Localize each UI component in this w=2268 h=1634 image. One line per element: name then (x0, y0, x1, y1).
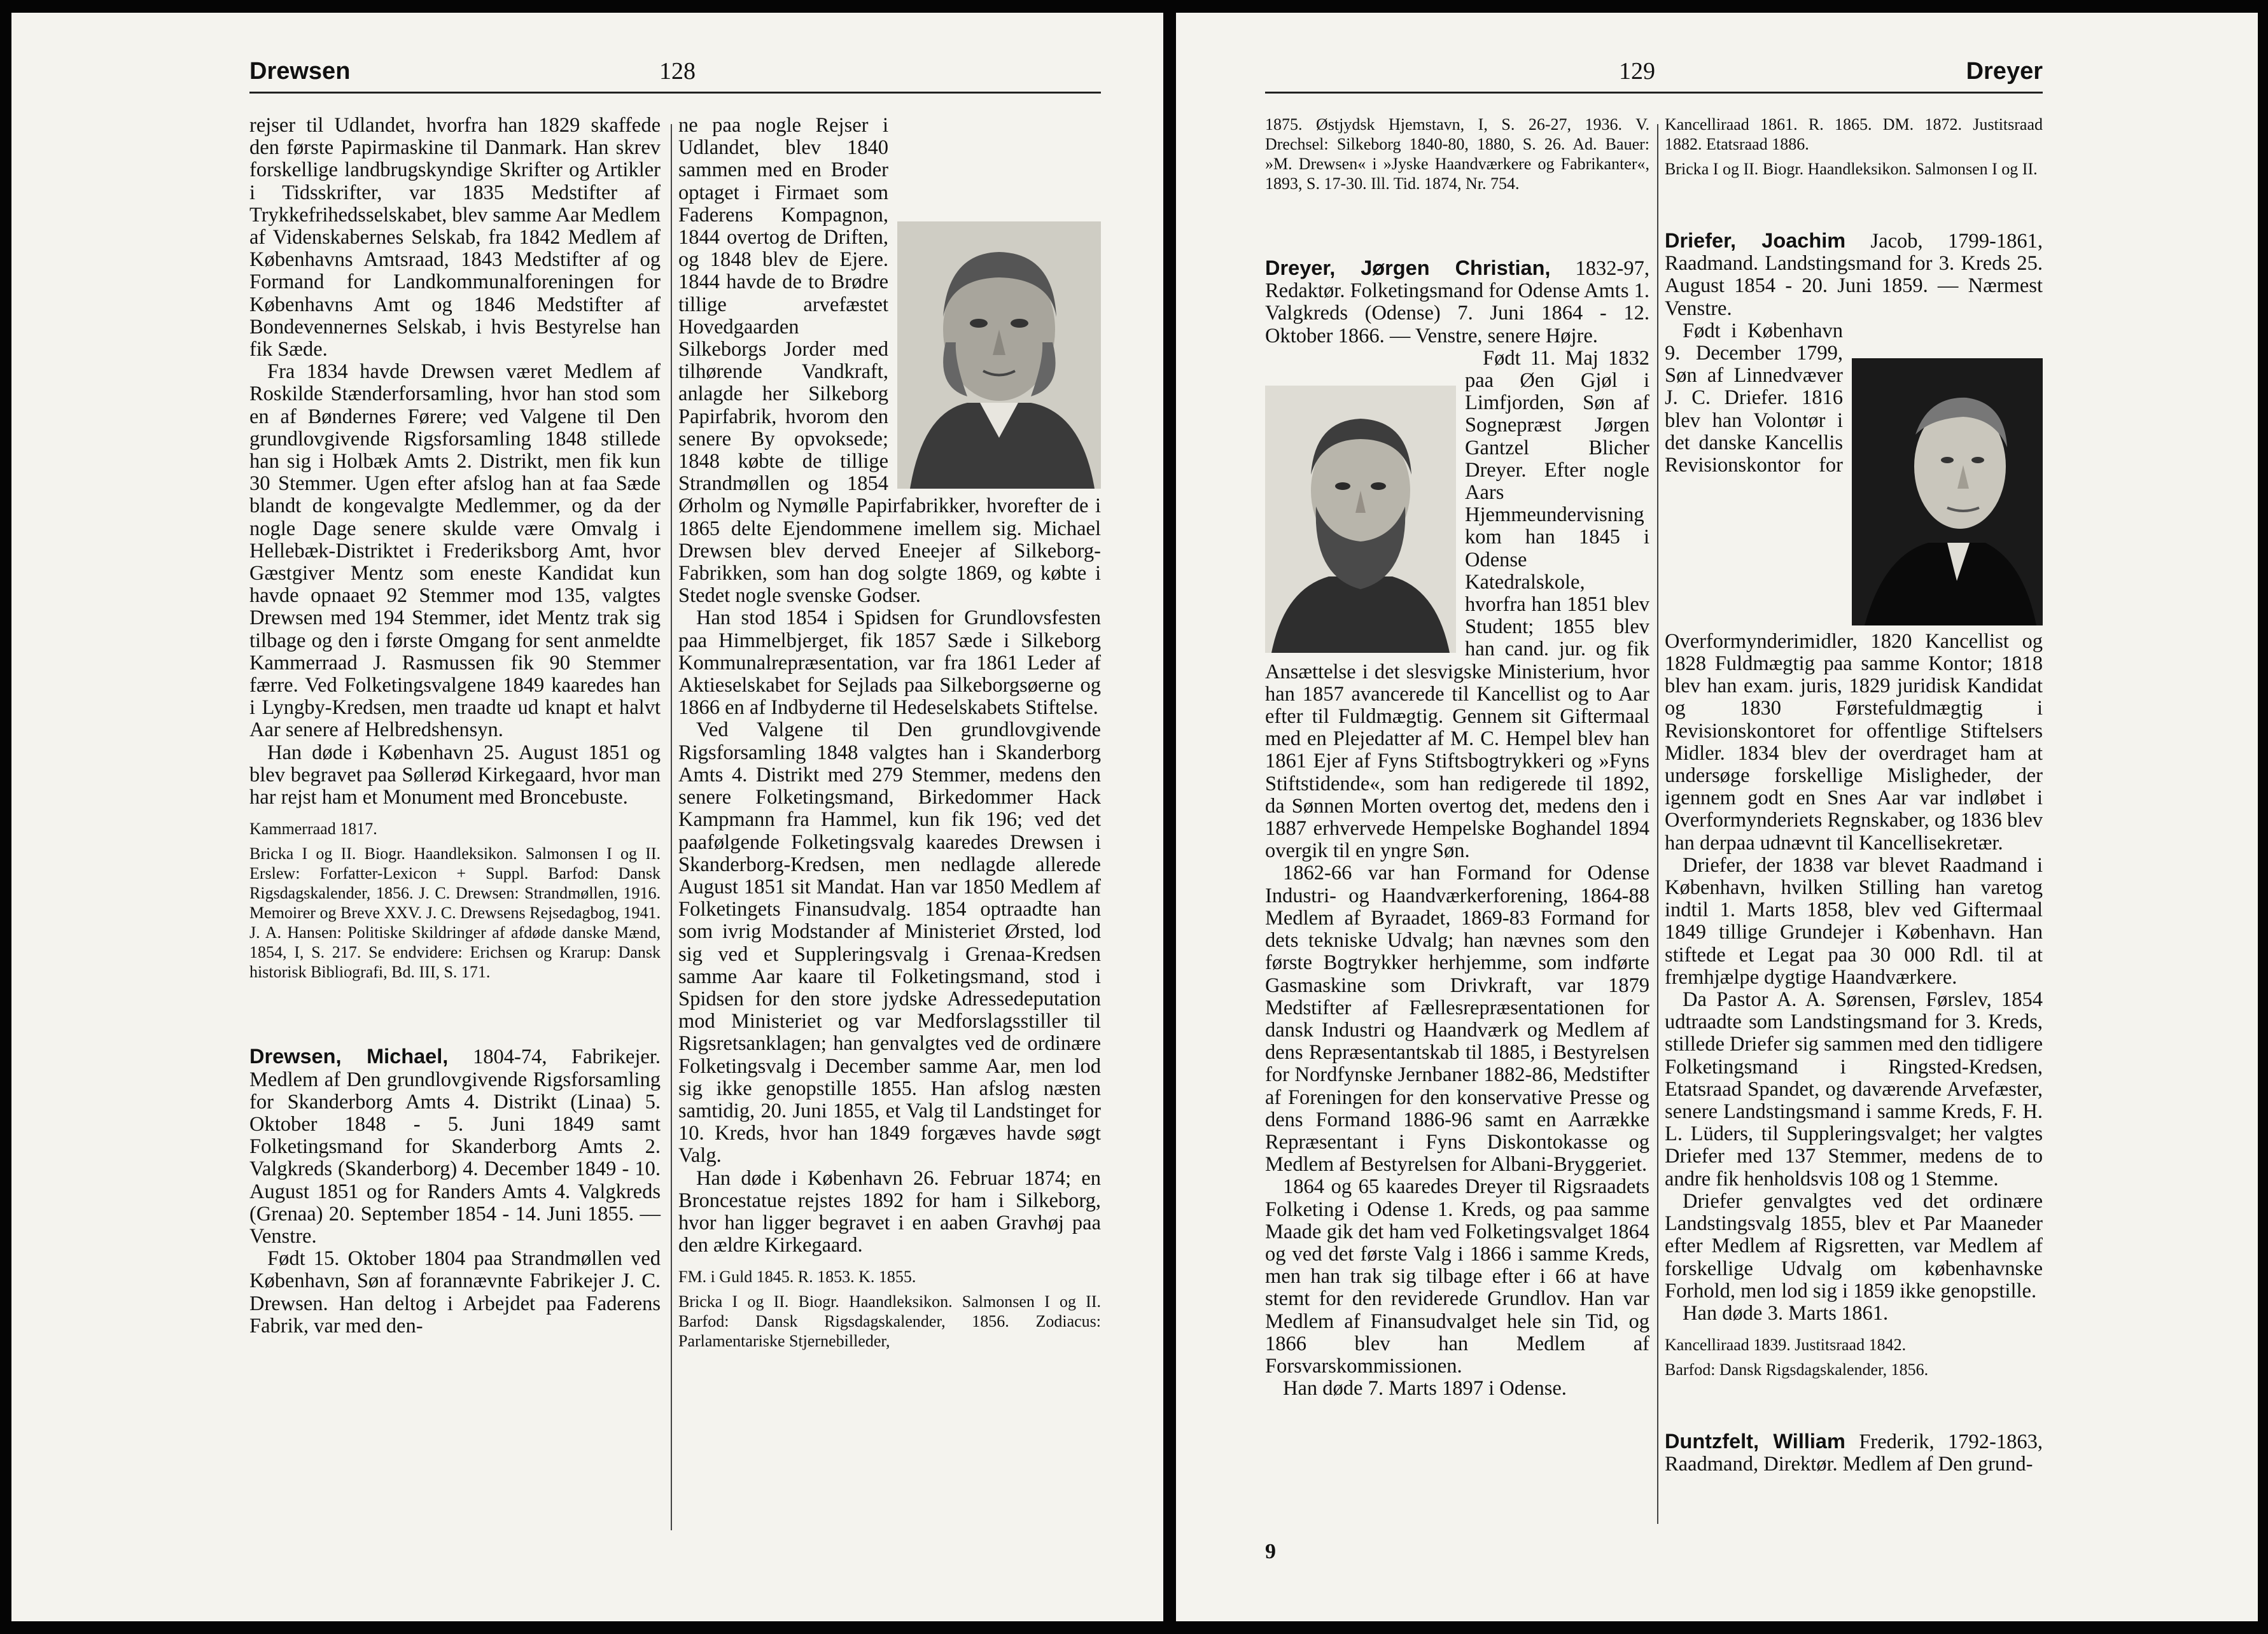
left-column-1 (249, 115, 661, 1337)
column-rule (671, 124, 672, 1530)
paragraph: 1864 og 65 kaaredes Dreyer til Rigsraadets Folketing i Odense 1. Kreds, og paa samme Maade gik det ham ved Folketingsvalget 1864 og ved det første Valg i 1866 i samme Kreds, men han trak sig tilbage efter i 66 at have stemt for den reviderede Grundlov. Han var Medlem af Finansudvalget hele sin Tid, og 1866 blev han Medlem af Forsvarskommissionen. (1265, 1175, 1649, 1378)
portrait-jorgen-dreyer (1265, 386, 1456, 653)
running-head-name: Drewsen (249, 58, 351, 85)
paragraph: Han døde 7. Marts 1897 i Odense. (1283, 1377, 1567, 1400)
paragraph: Han døde i København 26. Februar 1874; en Broncestatue rejstes 1892 for ham i Silkeborg, hvor han ligger begravet i en aaben Gravhøj paa den ældre Kirkegaard. (678, 1166, 1101, 1257)
left-page (11, 13, 1163, 1621)
paragraph: Driefer genvalgtes ved det ordinære Landstingsvalg 1855, blev et Par Maaneder efter Medlem af Rigsretten, var Medlem af forskellige Udvalg om københavnske Forhold, men lod sig i 1859 ikke genopstille. (1665, 1189, 2043, 1302)
entry-heading (1665, 230, 2043, 320)
right-page (1176, 13, 2258, 1621)
paragraph: Han stod 1854 i Spidsen for Grundlovsfesten paa Himmelbjerget, fik 1857 Sæde i Silkeborg Kommunalrepræsentation, var fra 1861 Leder af Aktieselskabet for Sejlads paa Silkeborgsøerne og 1866 en af Indbyderne til Hedeselskabets Stiftelse. (678, 606, 1101, 720)
entry-name: Driefer, Joachim (1665, 229, 1846, 252)
page-number: 129 (1619, 58, 1655, 85)
sources-note: 1875. Østjydsk Hjemstavn, I, S. 26-27, 1936. V. Drechsel: Silkeborg 1840-80, 1880, S. 26. Ad. Bauer: »M. Drewsen« i »Jyske Haandværkere og Fabrikanter«, 1893, S. 17-30. Ill. Tid. 1874, Nr. 754. (1265, 115, 1649, 193)
column-rule (1657, 124, 1658, 1524)
portrait-photo-image (1265, 386, 1456, 653)
honours-note: FM. i Guld 1845. R. 1853. K. 1855. (678, 1267, 916, 1287)
paragraph: Han døde i København 25. August 1851 og blev begravet paa Søllerød Kirkegaard, hvor man har rejst ham et Monument med Broncebuste. (249, 741, 661, 809)
paragraph: Fra 1834 havde Drewsen været Medlem af Roskilde Stænderforsamling, hvor han stod som en af Bøndernes Førere; ved Valgene til Den grundlovgivende Rigsforsamling 1848 stillede han sig i Holbæk Amts 2. Distrikt, men fik kun 30 Stemmer. Ugen efter afslog han at faa Sæde blandt de kongevalgte Medlemmer, og da der nogle Dage senere skulde være Omvalg i Hellebæk-Distriktet i Frederiksborg Amt, hvor Gæstgiver Mentz som eneste Kandidat kun havde opnaaet 92 Stemmer mod 135, valgtes Drewsen med 194 Stemmer, idet Mentz trak sig tilbage og den i første Omgang for sent anmeldte Kammerraad J. Rasmussen fik 90 Stemmer færre. Ved Folketingsvalgene 1849 kaaredes han i Lyngby-Kredsen, men traadte ud knapt et halvt Aar senere af Helbredshensyn. (249, 360, 661, 742)
signature-number: 9 (1265, 1540, 1276, 1563)
sources-note: Barfod: Dansk Rigsdagskalender, 1856. (1665, 1360, 1929, 1379)
sources-note: Bricka I og II. Biogr. Haandleksikon. Salmonsen I og II. Erslew: Forfatter-Lexicon + Suppl. Barfod: Dansk Rigsdagskalender, 1856. J. C. Drewsen: Strandmøllen, 1916. Memoirer og Breve XXV. J. C. Drewsens Rejsedagbog, 1941. J. A. Hansen: Politiske Skildringer af afdøde danske Mænd, 1854, I, S. 217. Se endvidere: Erichsen og Krarup: Dansk historisk Bibliografi, Bd. III, S. 171. (249, 844, 661, 982)
paragraph: Født 11. Maj 1832 paa Øen Gjøl i Limfjorden, Søn af Sognepræst Jørgen Gantzel Blicher Dreyer. Efter nogle Aars Hjemmeundervisning kom han 1845 i Odense Katedralskole, hvorfra han 1851 blev Student; 1855 blev han cand. jur. og fik Ansættelse i det slesvigske Ministerium, hvor han 1857 avancerede til Kancellist og to Aar efter til Fuldmægtig. Gennem sit Giftermaal med en Plejedatter af M. C. Hempel blev han 1861 Ejer af Fyns Stiftsbogtrykkeri og »Fyns Stiftstidende«, som han redigerede til 1892, da Sønnen Morten overtog det, medens den i 1887 erhvervede Hempelske Boghandel 1894 overgik til en yngre Søn. (1265, 346, 1649, 863)
entry-name: Duntzfelt, William (1665, 1430, 1845, 1453)
portrait-painting-image (1852, 358, 2043, 625)
left-column-2 (678, 115, 1101, 1351)
paragraph: Han døde 3. Marts 1861. (1683, 1301, 1889, 1325)
paragraph: 1862-66 var han Formand for Odense Industri- og Haandværkerforening, 1864-88 Medlem af Byraadet, 1869-83 Formand for dets tekniske Udvalg; han nævnes som den første Bogtrykker herhjemme, som indførte Gasmaskine som Drivkraft, var 1879 Medstifter af Fællesrepræsentationen for dansk Industri og Haandværk og Medlem af dens Repræsentantskab til 1885, i Bestyrelsen for Nordfynske Jernbaner 1882-86, Medstifter af Foreningen for den konservative Presse og dens Formand 1886-96 samt en Aarrække Repræsentant i Fyns Diskontokasse og Medlem af Bestyrelsen for Albani-Bryggeriet. (1265, 862, 1649, 1177)
entry-heading (249, 1045, 661, 1248)
paragraph: Driefer, der 1838 var blevet Raadmand i København, hvilken Stilling han varetog indtil 1. Marts 1858, blev ved Giftermaal 1849 tillige Grundejer i København. Han stiftede et Legat paa 30 000 Rdl. til at fremhjælpe dygtige Haandværkere. (1665, 853, 2043, 989)
title-note: Kammerraad 1817. (249, 820, 377, 839)
entry-heading (1665, 1430, 2043, 1476)
portrait-michael-drewsen (897, 221, 1101, 489)
running-head-name: Dreyer (1966, 58, 2043, 85)
entry-summary: 1832-97, Redaktør. Folketingsmand for Odense Amts 1. Valgkreds (Odense) 7. Juni 1864 - 12. Oktober 1866. — Venstre, senere Højre. (1265, 257, 1649, 347)
paragraph: rejser til Udlandet, hvorfra han 1829 skaffede den første Papirmaskine til Danmark. Han skrev forskellige landbrugskyndige Skrifter og Artikler i Tidsskrifter, var 1835 Medstifter af Trykkefrihedsselskabet, blev samme Aar Medlem af Videnskabernes Selskab, fra 1842 Medlem af Københavns Amtsraad, 1843 Medstifter af og Formand for Landkommunalforeningen for Københavns Amt og 1846 Medstifter af Bondevennernes Selskab, i hvis Bestyrelse han fik Sæde. (249, 114, 661, 361)
entry-summary: 1804-74, Fabrikejer. Medlem af Den grundlovgivende Rigsforsamling for Skanderborg Amts 4. Distrikt (Linaa) 5. Oktober 1848 - 5. Juni 1849 samt Folketingsmand for Skanderborg Amts 2. Valgkreds (Skanderborg) 4. December 1849 - 10. August 1851 og for Randers Amts 4. Valgkreds (Grenaa) 20. September 1854 - 14. Juni 1855. — Venstre. (249, 1045, 661, 1248)
titles-note: Kancelliraad 1839. Justitsraad 1842. (1665, 1336, 1907, 1355)
paragraph: Ved Valgene til Den grundlovgivende Rigsforsamling 1848 valgtes han i Skanderborg Amts 4. Distrikt med 279 Stemmer, medens den senere Folketingsmand, Birkedommer Hack Kampmann fra Hammel, kun fik 196; ved det paafølgende Folketingsvalg kaaredes Drewsen i Skanderborg-Kredsen, men nedlagde allerede August 1851 sit Mandat. Han var 1850 Medlem af Folketingets Finansudvalg. 1854 optraadte han som ivrig Modstander af Ministeriet Ørsted, lod sig ved et Suppleringsvalg i Grenaa-Kredsen samme Aar kaare til Folketingsmand, stod i Spidsen for den store jydske Adressedeputation mod Ministeriet og var Medforslagsstiller til Rigsretsanklagen; han genvalgtes ved de ordinære Folketingsvalg i December samme Aar, men lod sig ikke genopstille 1855. Han afslog næsten samtidig, 20. Juni 1855, et Valg til Landstinget for 10. Kreds, hvor han 1849 forgæves havde søgt Valg. (678, 718, 1101, 1168)
sources-note: Bricka I og II. Biogr. Haandleksikon. Salmonsen I og II. (1665, 160, 2038, 178)
entry-summary: Frederik, 1792-1863, Raadmand, Direktør. Medlem af Den grund- (1665, 1430, 2043, 1476)
left-running-header (249, 53, 1101, 94)
paragraph: Da Pastor A. A. Sørensen, Førslev, 1854 udtraadte som Landstingsmand for 3. Kreds, stillede Driefer sig sammen med den tidligere Folketingsmand i Ringsted-Kredsen, Etatsraad Spandet, og daværende Arvefæster, senere Landstingsmand i samme Kreds, F. H. L. Lüders, til Suppleringsvalget; her valgtes Driefer med 137 Stemmer, medens de to andre fik henholdsvis 108 og 1 Stemme. (1665, 988, 2043, 1191)
right-column-2 (1665, 115, 2043, 1476)
entry-heading (1265, 257, 1649, 347)
right-column-1 (1265, 115, 1649, 1400)
right-running-header (1265, 53, 2043, 94)
page-number: 128 (659, 58, 696, 85)
sources-note: Kancelliraad 1861. R. 1865. DM. 1872. Justitsraad 1882. Etatsraad 1886. (1665, 115, 2043, 153)
paragraph: Født 15. Oktober 1804 paa Strandmøllen ved København, Søn af forannævnte Fabrikejer J. C. Drewsen. Han deltog i Arbejdet paa Faderens Fabrik, var med den- (249, 1247, 661, 1337)
paragraph: Født i København 9. December 1799, Søn af Linnedvæver J. C. Driefer. 1816 blev han Volontør i det danske Kancellis Revisionskontor for Overformynderimidler, 1820 Kancellist og 1828 Fuldmægtig paa samme Kontor; 1818 blev han exam. juris, 1829 juridisk Kandidat og 1830 Førstefuldmægtig i Revisionskontoret for offentlige Stiftelsers Midler. 1834 blev der overdraget ham at undersøge forskellige Misligheder, der igennem godt en Snes Aar var indløbet i Overformynderiets Regnskaber, og 1836 blev han derpaa udnævnt til Kancellisekretær. (1665, 319, 2043, 855)
entry-name: Dreyer, Jørgen Christian, (1265, 256, 1551, 279)
entry-name: Drewsen, Michael, (249, 1045, 449, 1068)
sources-note: Bricka I og II. Biogr. Haandleksikon. Salmonsen I og II. Barfod: Dansk Rigsdagskalender, 1856. Zodiacus: Parlamentariske Stjernebilleder, (678, 1292, 1101, 1351)
entry-summary: Jacob, 1799-1861, Raadmand. Landstingsmand for 3. Kreds 25. August 1854 - 20. Juni 1859. — Nærmest Venstre. (1665, 230, 2043, 320)
paragraph: ne paa nogle Rejser i Udlandet, blev 1840 sammen med en Broder optaget i Firmaet som Faderens Kompagnon, 1844 overtog de Driften, og 1848 blev de Ejere. 1844 havde de to Brødre tillige arvefæstet Hovedgaarden Silkeborgs Jorder med tilhørende Vandkraft, anlagde her Silkeborg Papirfabrik, hvorom den senere By opvoksede; 1848 købte de tillige Strandmøllen og 1854 Ørholm og Nymølle Papirfabrikker, hvorefter de i 1865 delte Ejendommene imellem sig. Michael Drewsen blev derved Eneejer af Silkeborg-Fabrikken, som han dog solgte 1869, og købte i Stedet nogle svenske Godser. (678, 114, 1101, 608)
portrait-joachim-driefer (1852, 358, 2043, 625)
portrait-engraving-image (897, 221, 1101, 489)
